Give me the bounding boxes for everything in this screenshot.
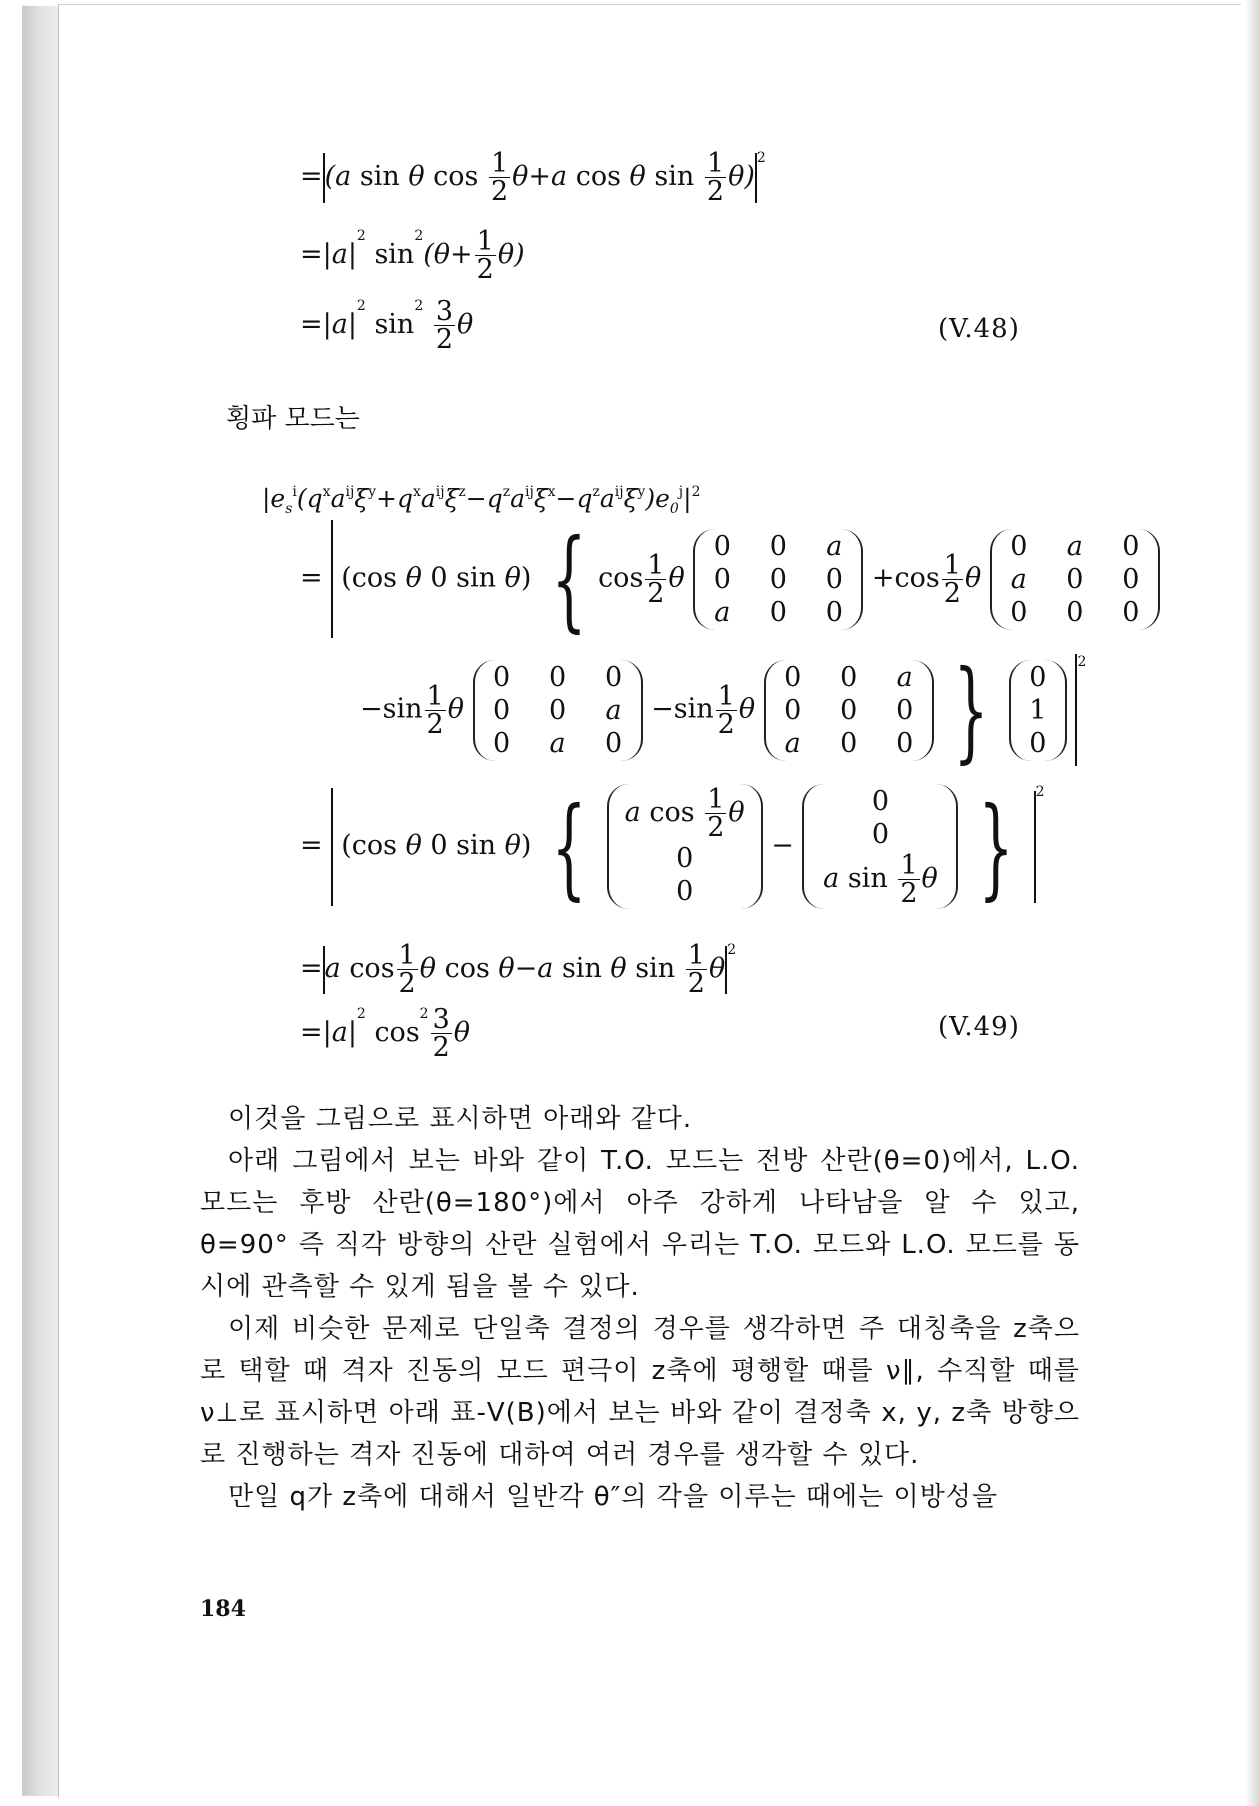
- paragraph-2: 아래 그림에서 보는 바와 같이 T.O. 모드는 전방 산란(θ=0)에서, L.O. 모드는 후방 산란(θ=180°)에서 아주 강하게 나타남을 알 수 있고, θ=90° 즉 직각 방향의 산란 실험에서 우리는 T.O. 모드와 L.O. 모드를 동시에 관측할 수 있게 됨을 볼 수 있다.: [200, 1146, 1080, 1302]
- body-text: [200, 1098, 1080, 1518]
- paragraph-1: 이것을 그림으로 표시하면 아래와 같다.: [228, 1104, 693, 1134]
- paragraph-3: 이제 비슷한 문제로 단일축 결정의 경우를 생각하면 주 대칭축을 z축으로 택할 때 격자 진동의 모드 편극이 z축에 평행할 때를 ν∥, 수직할 때를 ν⊥로 표시하면 아래 표-V(B)에서 보는 바와 같이 결정축 x, y, z축 방향으로 진행하는 격자 진동에 대하여 여러 경우를 생각할 수 있다.: [200, 1314, 1080, 1470]
- equation-v49-matrix-row2: −sin $\frac{1}{2}$ θ 0 0 0 0 0 a 0 a 0 −sin $\frac{1}{2}$ θ 0 0 a 0 0 0 a 0 0 } 0 1 0 $^2$: [360, 646, 1087, 774]
- equation-v49-matrix-row1: = (cos θ 0 sin θ) { cos $\frac{1}{2}$ θ 0 0 a 0 0 0 a 0 0 +cos $\frac{1}{2}$ θ 0 a 0 a 0 0 0 0 0: [300, 520, 1160, 638]
- equation-v48-line3: $=|a|^2$ $\sin^2$ $\frac{3}{2}$ θ: [300, 296, 474, 355]
- page-number: 184: [200, 1596, 246, 1622]
- equation-v49-vector-row: = (cos θ 0 sin θ) { a cos $\frac{1}{2}$ θ 0 0 − 0 0 a sin $\frac{1}{2}$ θ } $^2$: [300, 782, 1045, 911]
- paragraph-4: 만일 q가 z축에 대해서 일반각 θ″의 각을 이루는 때에는 이방성을: [228, 1482, 998, 1512]
- book-spine-shadow: [22, 6, 60, 1796]
- transverse-mode-label: 횡파 모드는: [226, 404, 360, 434]
- equation-v49-head: $|e_s^i(q^xa^{ij}\xi^y+q^xa^{ij}\xi^z-q^za^{ij}\xi^x-q^za^{ij}\xi^y)e_0^j|^2$: [262, 484, 701, 517]
- equation-v48-line2: $=|a|^2$ $\sin^2(\theta+$ $\frac{1}{2}$ θ): [300, 226, 525, 285]
- equation-v49-result1: =a cos $\frac{1}{2}$ θ cos θ−a sin θ sin $\frac{1}{2}$ $\theta^2$: [300, 940, 737, 999]
- equation-number-v49: (V.49): [938, 1012, 1020, 1042]
- equation-v48-line1: =(a sin θ cos $\frac{1}{2}$ θ+a cos θ sin $\frac{1}{2}$ θ)$^2$: [300, 148, 766, 207]
- page-edge-shadow: [1245, 0, 1259, 1806]
- equation-v49-result2: $=|a|^2$ $\cos^2$ $\frac{3}{2}$ θ: [300, 1004, 471, 1063]
- equation-number-v48: (V.48): [938, 314, 1020, 344]
